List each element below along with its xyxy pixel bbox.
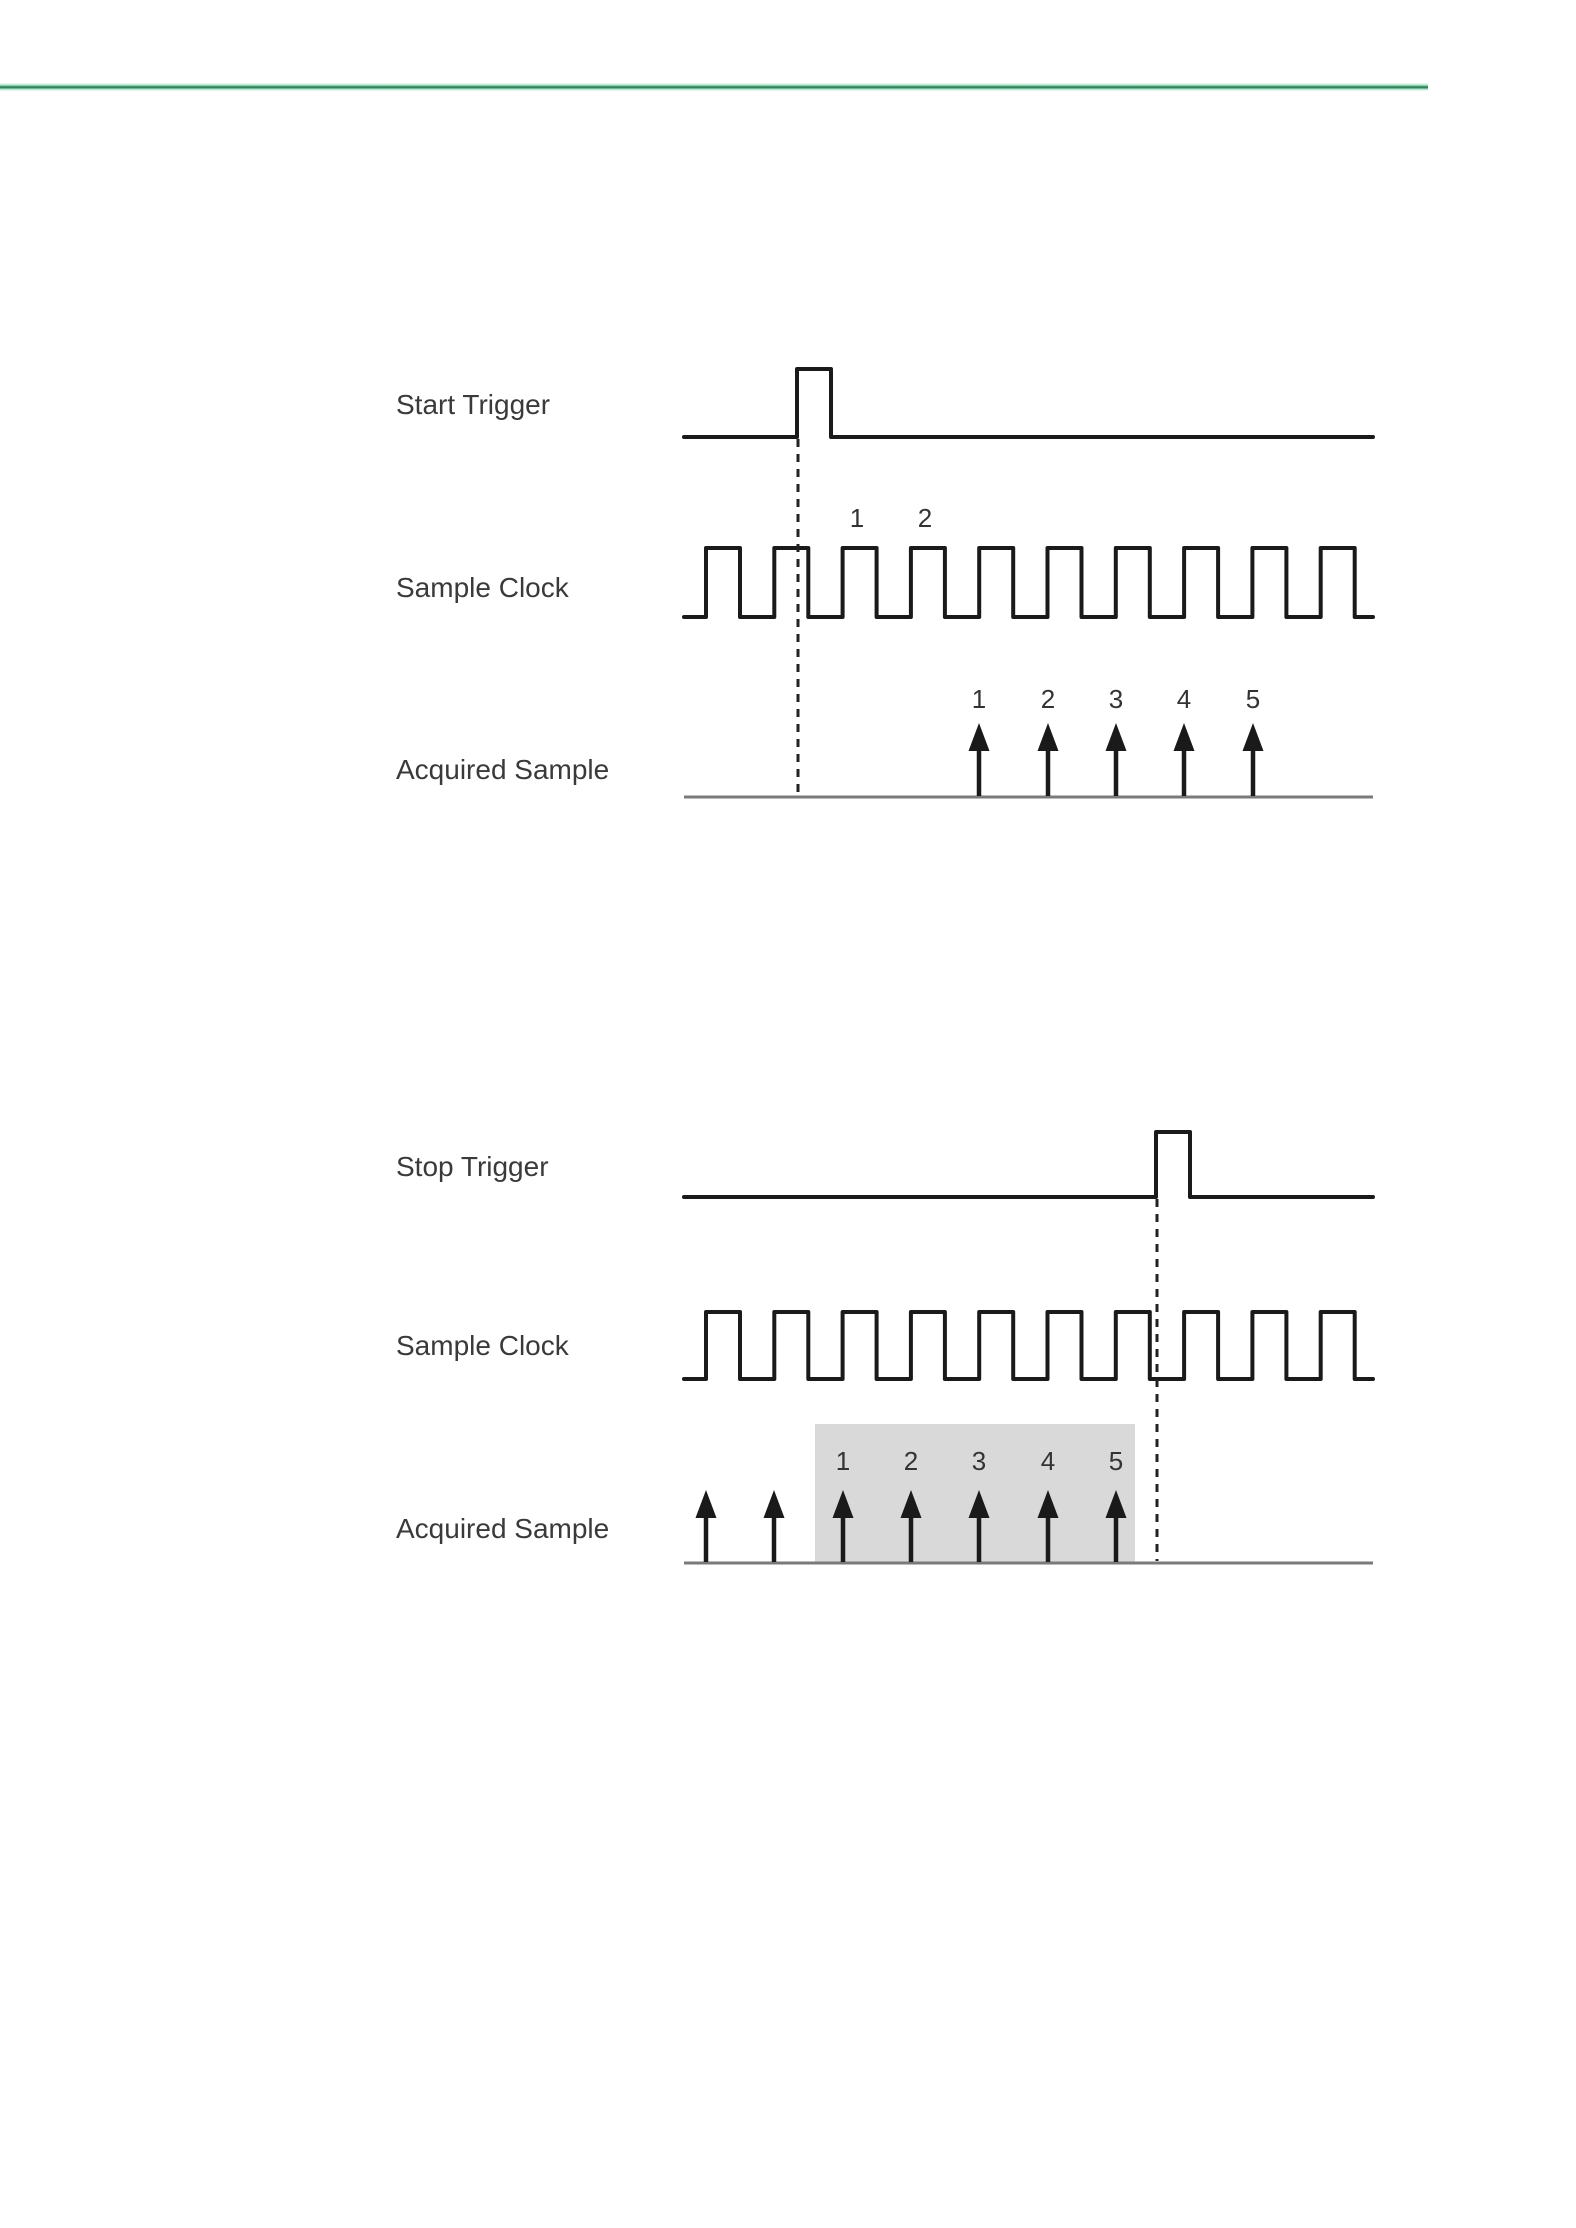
clock-waveform [684, 548, 1373, 617]
sample-arrow-head [696, 1490, 717, 1518]
sample-arrow [969, 723, 990, 796]
start-trigger-acquisition-diagram [684, 369, 1373, 797]
sample-number: 2 [903, 1446, 919, 1476]
sample-number: 4 [1176, 684, 1192, 714]
sample-arrow [764, 1490, 785, 1562]
sample-number: 5 [1108, 1446, 1124, 1476]
sample-number: 4 [1040, 1446, 1056, 1476]
trigger-waveform [684, 369, 1373, 437]
sample-clock-label-1: Sample Clock [396, 572, 569, 603]
stop-trigger-label: Stop Trigger [396, 1151, 549, 1182]
sample-number: 5 [1245, 684, 1261, 714]
acquired-sample-label-1: Acquired Sample [396, 754, 610, 785]
sample-arrow [1174, 723, 1195, 796]
sample-arrow-head [969, 723, 990, 751]
sample-arrow [1038, 723, 1059, 796]
sample-arrow-head [1174, 723, 1195, 751]
sample-arrow [696, 1490, 717, 1562]
sample-number: 3 [971, 1446, 987, 1476]
sample-arrow [1243, 723, 1264, 796]
sample-number: 2 [1040, 684, 1056, 714]
sample-arrow [1106, 723, 1127, 796]
sample-number: 3 [1108, 684, 1124, 714]
sample-arrow-head [1106, 723, 1127, 751]
sample-number: 1 [835, 1446, 851, 1476]
start-trigger-label: Start Trigger [396, 389, 551, 420]
sample-number: 1 [971, 684, 987, 714]
sample-clock-label-2: Sample Clock [396, 1330, 569, 1361]
acquired-sample-label-2: Acquired Sample [396, 1513, 610, 1544]
clock-cycle-number: 2 [917, 503, 933, 533]
stop-trigger-acquisition-diagram [684, 1132, 1373, 1563]
clock-waveform [684, 1312, 1373, 1379]
trigger-waveform [684, 1132, 1373, 1197]
clock-cycle-number: 1 [849, 503, 865, 533]
sample-arrow-head [1243, 723, 1264, 751]
sample-arrow-head [764, 1490, 785, 1518]
sample-highlight-box [815, 1424, 1135, 1563]
sample-arrow-head [1038, 723, 1059, 751]
